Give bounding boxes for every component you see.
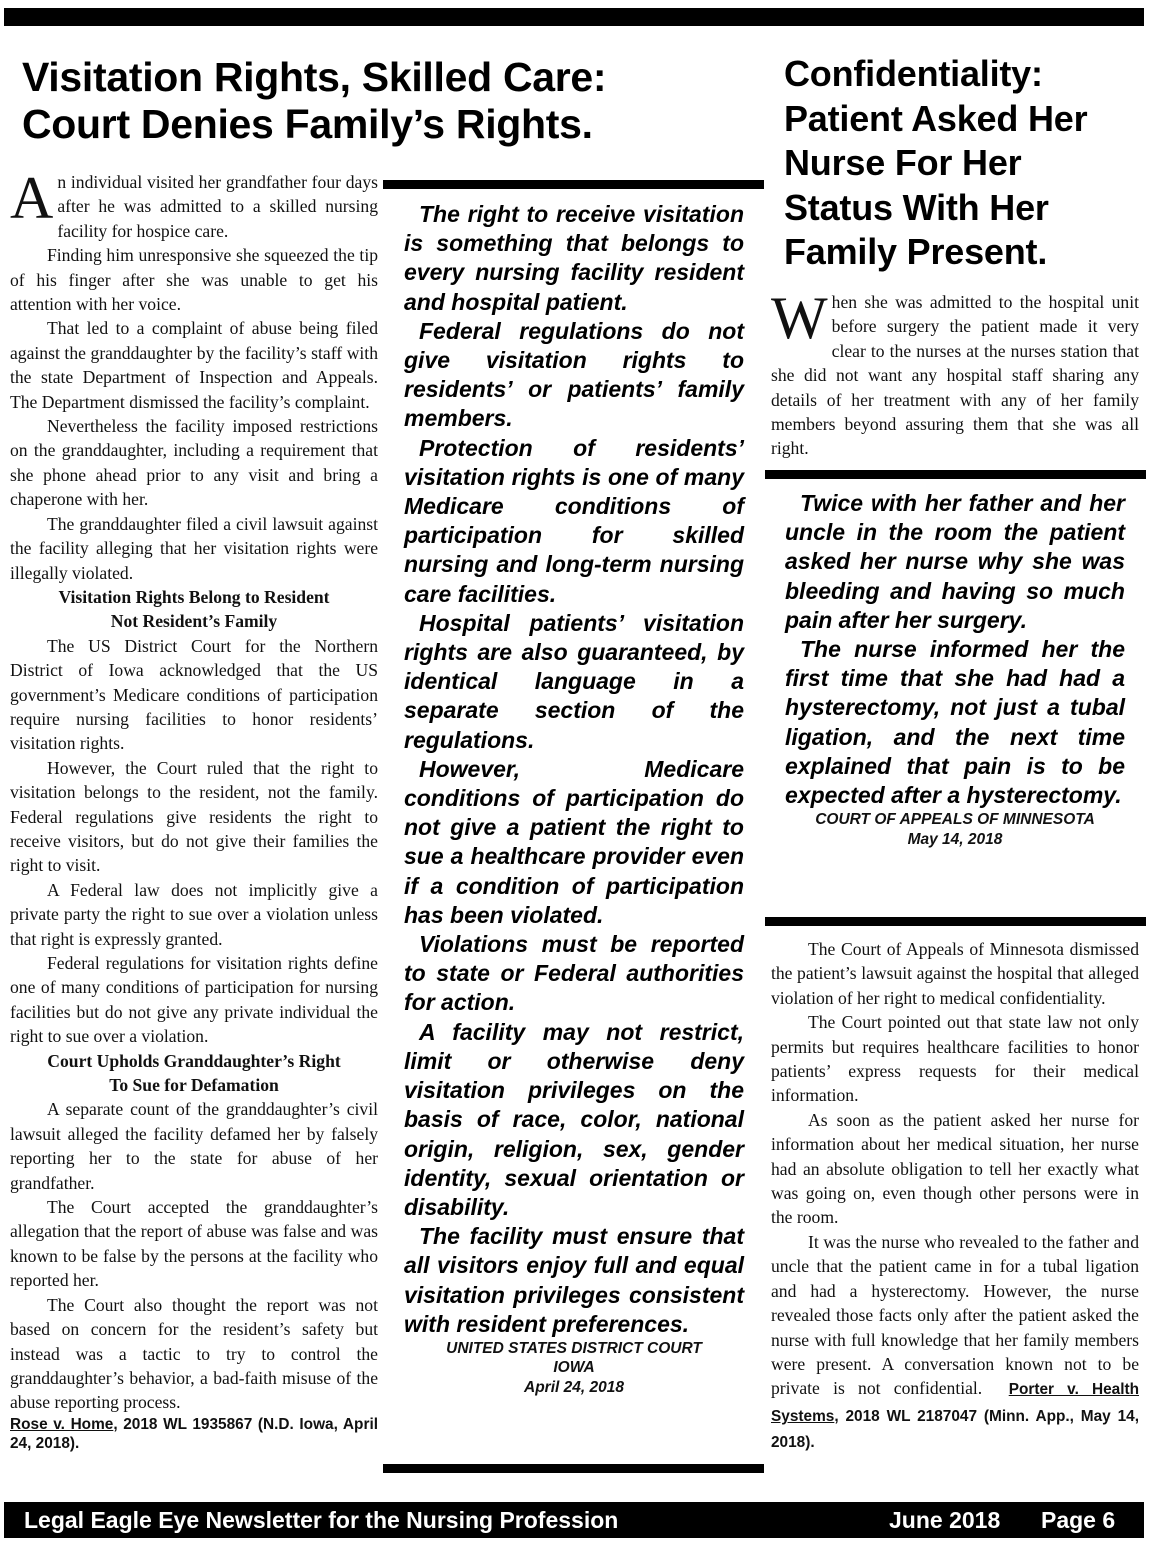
headline-line: Family Present. xyxy=(784,231,1048,272)
pull-quote-paragraph: Violations must be reported to state or Federal authorities for action. xyxy=(404,931,744,1016)
body-paragraph: However, the Court ruled that the right to visitation belongs to the resident, not the family. Federal regulations give residents the right to receive visitors, but do not give their families the right to visit. xyxy=(10,757,378,876)
body-paragraph: That led to a complaint of abuse being filed against the granddaughter by the facility’s staff with the state Department of Inspection and Appeals. The Department dismissed the facility’s complaint. xyxy=(10,318,378,412)
headline-line: Status With Her xyxy=(784,186,1049,228)
pull-quote-paragraph: A facility may not restrict, limit or otherwise deny visitation privileges on the basis of race, color, national origin, religion, sex, gender identity, sexual orientation or disability. xyxy=(404,1018,744,1220)
top-banner-bar xyxy=(4,8,1144,26)
body-paragraph: Federal regulations for visitation rights define one of many conditions of participation for nursing facilities but do not give any private individual the right to sue over a violation. xyxy=(10,953,378,1047)
pull-quote-paragraph: Hospital patients’ visitation rights are also guaranteed, by identical language in a separate section of the regulations. xyxy=(404,609,744,753)
headline-line: Nurse For Her xyxy=(784,142,1022,183)
left-article-body xyxy=(10,165,378,1454)
court-attribution: COURT OF APPEALS OF MINNESOTA May 14, 2018 xyxy=(815,811,1095,848)
case-citation: Rose v. Home, 2018 WL 1935867 (N.D. Iowa, April 24, 2018). xyxy=(10,1415,378,1453)
pull-quote-paragraph: However, Medicare conditions of participation do not give a patient the right to sue a healthcare provider even if a condition of participation has been violated. xyxy=(404,755,744,928)
headline-line: Visitation Rights, Skilled Care: xyxy=(22,54,607,100)
subheading: Court Upholds Granddaughter’s Right To Sue for Defamation xyxy=(47,1050,341,1096)
body-paragraph: The Court accepted the granddaughter’s allegation that the report of abuse was false and was known to be false by the persons at the facility who reported her. xyxy=(10,1197,378,1291)
body-paragraph: The US District Court for the Northern District of Iowa acknowledged that the US government’s Medicare conditions of participation require nursing facilities to honor residents’ visitation rights. xyxy=(10,635,378,754)
pull-quote-paragraph: The right to receive visitation is something that belongs to every nursing facility resident and hospital patient. xyxy=(404,201,744,315)
body-paragraph: As soon as the patient asked her nurse for information about her medical situation, her nurse had an absolute obligation to tell her exactly what was going on, even though other persons were in the room. xyxy=(771,1109,1139,1228)
body-paragraph: It was the nurse who revealed to the father and uncle that the patient came in for a tubal ligation and had a hysterectomy. However, the nurse revealed those facts only after the patient asked the nurse with full knowledge that her family members were present. A conversation known not to be private is not confidential. Porter v. Health Systems, 2018 WL 2187047 (Minn. App., May 14, 2018). xyxy=(771,1231,1139,1452)
issue-date: June 2018 xyxy=(889,1507,1001,1533)
pull-quote-paragraph: Federal regulations do not give visitation rights to residents’ or patients’ family members. xyxy=(404,317,744,432)
divider-rule xyxy=(765,470,1146,479)
subheading: Visitation Rights Belong to Resident Not Resident’s Family xyxy=(58,586,330,632)
page-number: Page 6 xyxy=(1041,1507,1116,1533)
divider-rule xyxy=(765,917,1146,926)
drop-cap: W xyxy=(771,285,828,351)
pull-quote-paragraph: Twice with her father and her uncle in the room the patient asked her nurse why she was bleeding and having so much pain after her surgery. xyxy=(785,490,1125,633)
case-name-link[interactable]: Porter v. Health Systems xyxy=(771,1381,1139,1425)
body-paragraph: When she was admitted to the hospital unit before surgery the patient made it very clear to the nurses at the nurses station that she did not want any hospital staff sharing any details of her treatment with any of her family members beyond assuring them that she was all right. xyxy=(771,285,1139,459)
divider-rule xyxy=(383,1464,764,1473)
middle-pull-quote xyxy=(404,200,744,1397)
pull-quote-paragraph: The nurse informed her the first time that she had had a hysterectomy, not just a tubal ligation, and the next time explained that pain is to be expected after a hysterectomy. xyxy=(785,636,1125,809)
pull-quote-paragraph: The facility must ensure that all visitors enjoy full and equal visitation privileges consistent with resident preferences. xyxy=(404,1223,744,1337)
right-pull-quote xyxy=(785,489,1125,849)
case-name-link[interactable]: Rose v. Home xyxy=(10,1415,114,1433)
right-article-intro xyxy=(771,285,1139,461)
body-paragraph: The Court of Appeals of Minnesota dismissed the patient’s lawsuit against the hospital that alleged violation of her right to medical confidentiality. xyxy=(771,939,1139,1008)
headline-line: Court Denies Family’s Rights. xyxy=(22,101,593,147)
court-attribution: UNITED STATES DISTRICT COURT IOWA April 24, 2018 xyxy=(446,1339,702,1396)
body-paragraph: A separate count of the granddaughter’s civil lawsuit alleged the facility defamed her by falsely reporting her to the state for abuse of her grandfather. xyxy=(10,1099,378,1193)
body-paragraph: Finding him unresponsive she squeezed the tip of his finger after she was unable to get his attention with her voice. xyxy=(10,245,378,315)
right-article-headline xyxy=(784,52,1144,275)
body-paragraph: An individual visited her grandfather four days after he was admitted to a skilled nursing facility for hospice care. xyxy=(10,165,378,241)
case-citation: Porter v. Health Systems, 2018 WL 2187047 (Minn. App., May 14, 2018). xyxy=(771,1381,1139,1452)
drop-cap: A xyxy=(10,165,54,231)
newsletter-title: Legal Eagle Eye Newsletter for the Nursing Profession xyxy=(24,1507,619,1533)
headline-line: Patient Asked Her xyxy=(784,97,1088,139)
left-article-headline xyxy=(22,54,762,148)
footer-bar xyxy=(4,1502,1144,1538)
body-paragraph: Nevertheless the facility imposed restrictions on the granddaughter, including a requirement that she phone ahead prior to any visit and bring a chaperone with her. xyxy=(10,416,378,510)
body-paragraph: The Court also thought the report was not based on concern for the resident’s safety but instead was a tactic to try to control the granddaughter’s behavior, a bad-faith misuse of the abuse reporting process. xyxy=(10,1294,378,1413)
right-article-body xyxy=(771,937,1139,1456)
body-paragraph: A Federal law does not implicitly give a private party the right to sue over a violation unless that right is expressly granted. xyxy=(10,879,378,949)
body-paragraph: The Court pointed out that state law not only permits but requires healthcare facilities to honor patients’ express requests for their medical information. xyxy=(771,1012,1139,1106)
pull-quote-paragraph: Protection of residents’ visitation rights is one of many Medicare conditions of participation for skilled nursing and long-term nursing care facilities. xyxy=(404,434,744,607)
divider-rule xyxy=(383,180,764,189)
body-paragraph: The granddaughter filed a civil lawsuit against the facility alleging that her visitation rights were illegally violated. xyxy=(10,513,378,583)
headline-line: Confidentiality: xyxy=(784,53,1043,94)
